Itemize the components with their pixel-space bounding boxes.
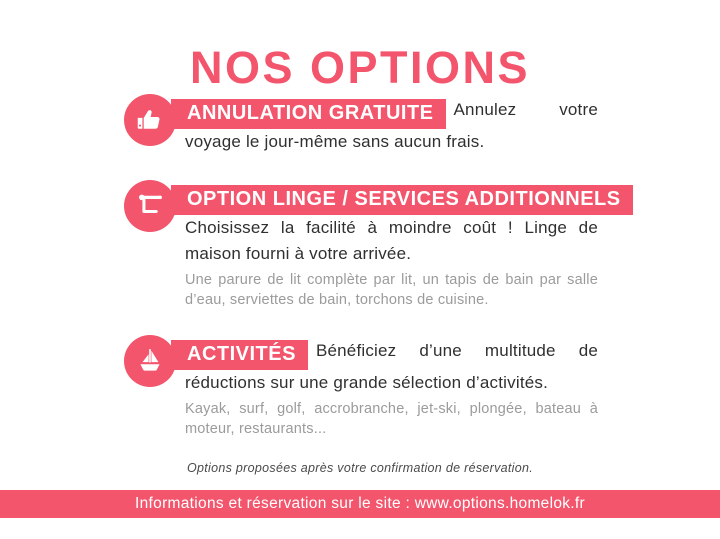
option-section-annulation — [0, 94, 720, 155]
option-content — [185, 180, 621, 310]
option-details: Kayak, surf, golf, accrobranche, jet-ski, plongée, bateau à moteur, restaurants... — [185, 401, 598, 437]
option-banner-activites: ACTIVITÉS — [171, 340, 308, 370]
thumbs-up-icon — [124, 94, 176, 146]
option-section-linge — [0, 180, 720, 310]
option-banner-linge: OPTION LINGE / SERVICES ADDITIONNELS — [171, 185, 633, 215]
option-section-activites — [0, 335, 720, 439]
option-lead — [185, 338, 598, 396]
footer-note: Options proposées après votre confirmation de réservation. — [186, 461, 534, 475]
option-content — [185, 335, 598, 439]
option-lead-text: Annulez votre voyage le jour-même sans aucun frais. — [185, 100, 598, 151]
option-lead — [185, 97, 598, 155]
footer-bar-text: Informations et réservation sur le site : www.options.homelok.fr — [135, 495, 585, 512]
sailboat-icon — [124, 335, 176, 387]
page-title: NOS OPTIONS — [189, 42, 531, 94]
option-lead-text: Choisissez la facilité à moindre coût ! Linge de maison fourni à votre arrivée. — [185, 218, 598, 263]
footer-bar — [0, 490, 720, 518]
option-lead-text: Bénéficiez d’une multitude de réductions sur une grande sélection d’activités. — [185, 341, 598, 392]
option-banner-annulation: ANNULATION GRATUITE — [171, 99, 446, 129]
option-lead — [185, 183, 621, 267]
towel-icon — [124, 180, 176, 232]
option-details: Une parure de lit complète par lit, un tapis de bain par salle d’eau, serviettes de bain, torchons de cuisine. — [185, 272, 598, 308]
option-content — [185, 94, 598, 155]
